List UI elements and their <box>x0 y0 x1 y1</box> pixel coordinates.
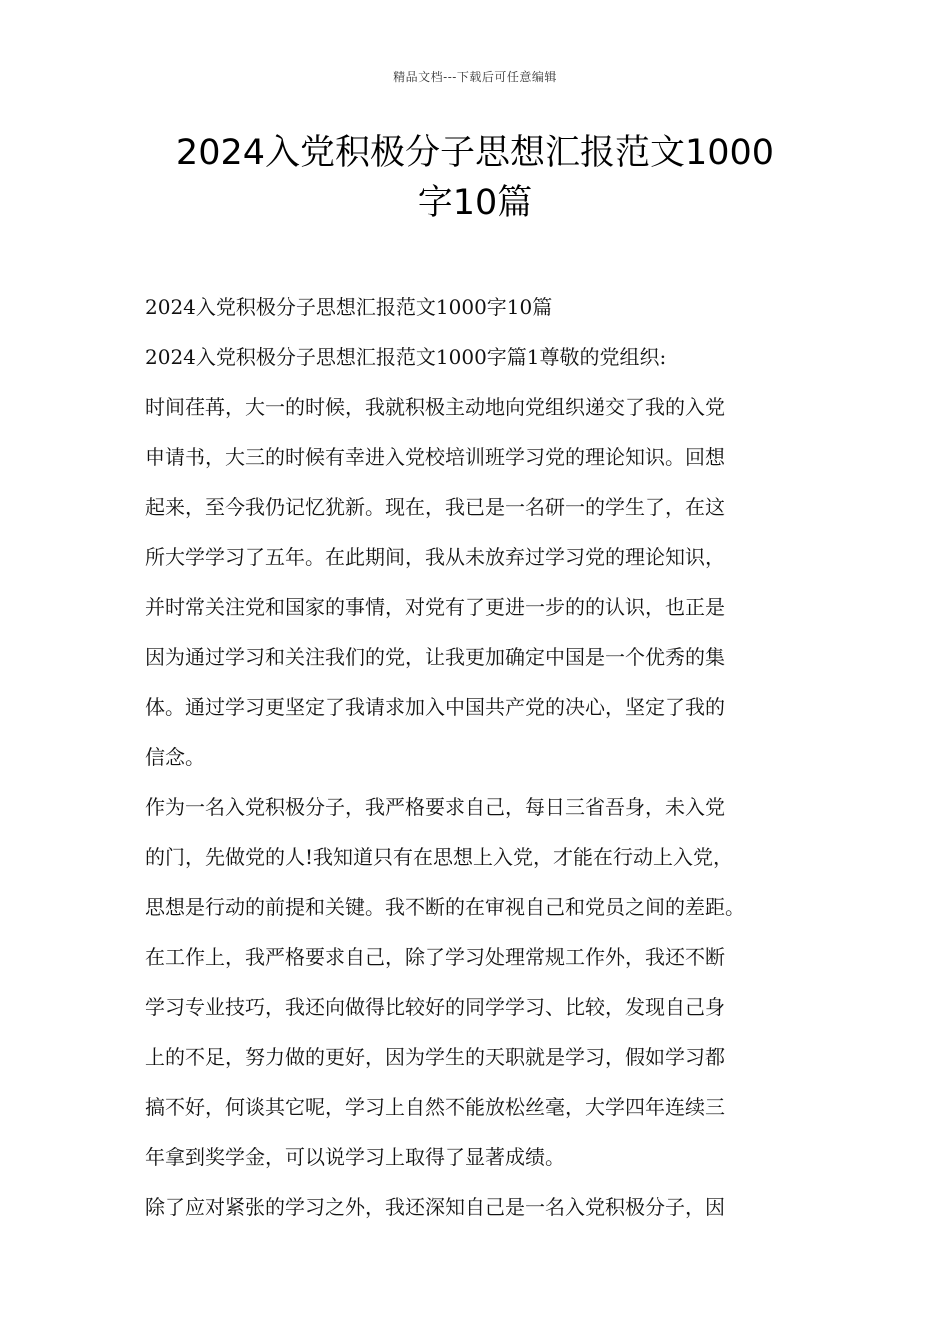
text-line: 申请书，大三的时候有幸进入党校培训班学习党的理论知识。回想 <box>145 445 725 469</box>
text-line: 在工作上，我严格要求自己，除了学习处理常规工作外，我还不断 <box>145 945 725 969</box>
document-body <box>145 282 813 1232</box>
body-text-block <box>145 282 813 1232</box>
text-line: 思想是行动的前提和关键。我不断的在审视自己和党员之间的差距。 <box>145 895 745 919</box>
text-line: 2024入党积极分子思想汇报范文1000字10篇 <box>145 295 553 319</box>
header-note: 精品文档---下载后可任意编辑 <box>393 70 557 84</box>
text-line: 体。通过学习更坚定了我请求加入中国共产党的决心，坚定了我的 <box>145 695 725 719</box>
title-line-1: 2024入党积极分子思想汇报范文1000 <box>175 133 775 173</box>
text-line: 2024入党积极分子思想汇报范文1000字篇1尊敬的党组织: <box>145 345 667 369</box>
text-line: 学习专业技巧，我还向做得比较好的同学学习、比较，发现自己身 <box>145 995 725 1019</box>
title-line-2: 字10篇 <box>417 183 533 223</box>
text-line: 并时常关注党和国家的事情，对党有了更进一步的的认识，也正是 <box>145 595 725 619</box>
text-line: 除了应对紧张的学习之外，我还深知自己是一名入党积极分子，因 <box>145 1195 725 1219</box>
text-line: 所大学学习了五年。在此期间，我从未放弃过学习党的理论知识， <box>145 545 725 569</box>
document-title <box>145 128 805 228</box>
text-line: 作为一名入党积极分子，我严格要求自己，每日三省吾身，未入党 <box>145 795 725 819</box>
text-line: 搞不好，何谈其它呢，学习上自然不能放松丝毫，大学四年连续三 <box>145 1095 725 1119</box>
text-line: 的门，先做党的人!我知道只有在思想上入党，才能在行动上入党， <box>145 845 734 869</box>
text-line: 年拿到奖学金，可以说学习上取得了显著成绩。 <box>145 1145 565 1169</box>
text-line: 上的不足，努力做的更好，因为学生的天职就是学习，假如学习都 <box>145 1045 725 1069</box>
text-line: 起来，至今我仍记忆犹新。现在，我已是一名研一的学生了，在这 <box>145 495 725 519</box>
text-line: 因为通过学习和关注我们的党，让我更加确定中国是一个优秀的集 <box>145 645 725 669</box>
text-line: 信念。 <box>145 745 205 769</box>
text-line: 时间荏苒，大一的时候，我就积极主动地向党组织递交了我的入党 <box>145 395 725 419</box>
